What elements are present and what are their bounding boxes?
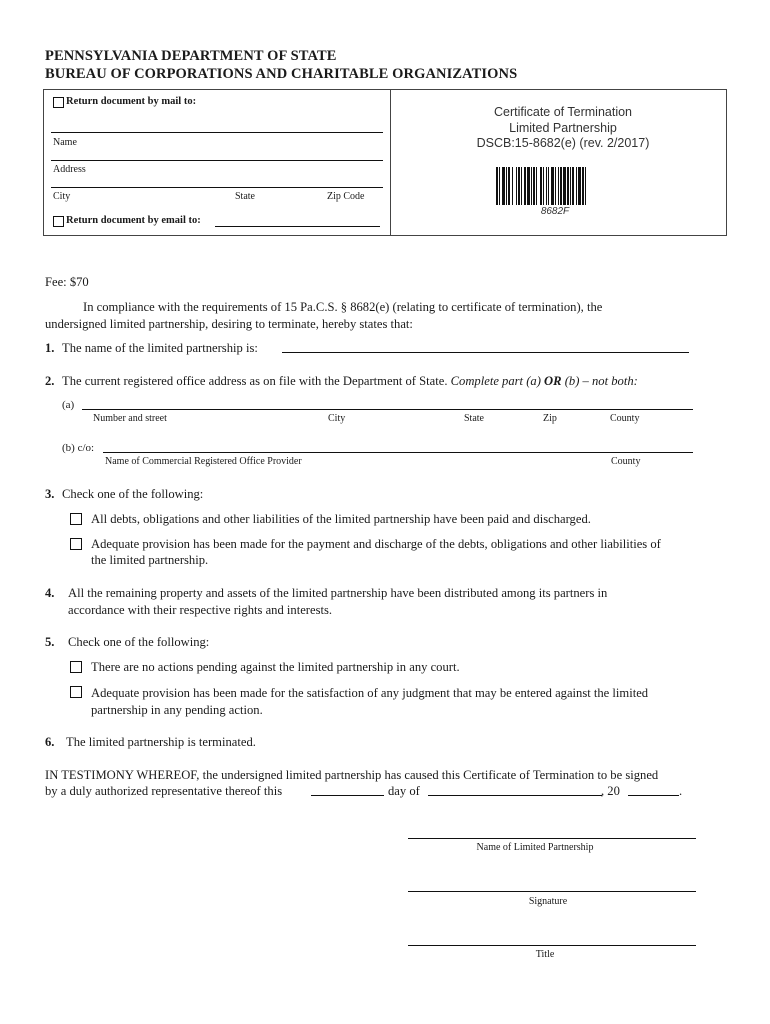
signature-line[interactable] [408, 891, 696, 892]
mail-label: Return document by mail to: [66, 96, 197, 107]
item2-number: 2. [45, 374, 55, 388]
item1-text: The name of the limited partnership is: [62, 341, 258, 355]
item5-option1: There are no actions pending against the limited partnership in any court. [91, 660, 460, 674]
state-a-label: State [464, 413, 484, 424]
intro-line-2: undersigned limited partnership, desiring to terminate, hereby states that: [45, 317, 413, 331]
item2-instruction-a: Complete part (a) [450, 374, 541, 388]
form-title: Certificate of Termination [493, 105, 633, 119]
item3-option2-line1: Adequate provision has been made for the payment and discharge of the debts, obligations and other liabilities of [91, 537, 661, 551]
item5-option2-checkbox[interactable] [70, 686, 82, 698]
address-line[interactable] [51, 160, 383, 161]
intro-line-1: In compliance with the requirements of 15 Pa.C.S. § 8682(e) (relating to certificate of termination), the [83, 300, 603, 314]
title-line[interactable] [408, 945, 696, 946]
item4-line2: accordance with their respective rights and interests. [68, 603, 333, 617]
item2-main-text: The current registered office address as on file with the Department of State. [62, 374, 448, 388]
item3-option1-checkbox[interactable] [70, 513, 82, 525]
header-line-1: PENNSYLVANIA DEPARTMENT OF STATE [45, 48, 337, 64]
name-line[interactable] [51, 132, 383, 133]
item3-option2-line2: the limited partnership. [91, 553, 209, 567]
partnership-name-signature-line[interactable] [408, 838, 696, 839]
item3-text: Check one of the following: [62, 487, 204, 501]
mail-checkbox[interactable] [53, 97, 64, 108]
item6-number: 6. [45, 735, 55, 749]
title-label: Title [535, 949, 555, 960]
item2-instruction-b: (b) – not both: [564, 374, 638, 388]
part-a-line[interactable] [82, 409, 693, 410]
part-b-line[interactable] [103, 452, 693, 453]
address-label: Address [53, 164, 86, 175]
email-line[interactable] [215, 226, 380, 227]
part-b-label: (b) c/o: [62, 442, 95, 454]
item2-instruction-or: OR [544, 374, 562, 388]
testimony-line2d: . [679, 784, 683, 798]
provider-label: Name of Commercial Registered Office Provider [105, 456, 302, 467]
item3-option1: All debts, obligations and other liabilities of the limited partnership have been paid and discharged. [91, 512, 591, 526]
zip-label: Zip Code [327, 191, 365, 202]
form-subtitle: Limited Partnership [509, 121, 617, 135]
testimony-line2a: by a duly authorized representative thereof this [45, 784, 283, 798]
email-label: Return document by email to: [66, 215, 201, 226]
partnership-name-line[interactable] [282, 352, 689, 353]
state-label: State [235, 191, 255, 202]
name-of-partnership-label: Name of Limited Partnership [476, 842, 594, 853]
zip-a-label: Zip [543, 413, 557, 424]
testimony-line1: IN TESTIMONY WHEREOF, the undersigned limited partnership has caused this Certificate of Termination to be signed [45, 768, 659, 782]
fee: Fee: $70 [45, 275, 89, 289]
city-state-zip-line[interactable] [51, 187, 383, 188]
item5-option1-checkbox[interactable] [70, 661, 82, 673]
item5-option2-line2: partnership in any pending action. [91, 703, 263, 717]
month-line[interactable] [428, 795, 602, 796]
testimony-line2b: day of [388, 784, 420, 798]
testimony-line2c: , 20 [601, 784, 620, 798]
item5-option2-line1: Adequate provision has been made for the satisfaction of any judgment that may be entered against the limited [91, 686, 649, 700]
item4-number: 4. [45, 586, 55, 600]
signature-label: Signature [528, 896, 568, 907]
item6-text: The limited partnership is terminated. [66, 735, 256, 749]
year-line[interactable] [628, 795, 679, 796]
item5-text: Check one of the following: [68, 635, 210, 649]
city-a-label: City [328, 413, 346, 424]
box-divider [390, 89, 391, 236]
county-b-label: County [611, 456, 641, 467]
barcode [496, 167, 614, 205]
email-checkbox[interactable] [53, 216, 64, 227]
part-a-label: (a) [62, 399, 75, 411]
item1-number: 1. [45, 341, 55, 355]
item4-line1: All the remaining property and assets of the limited partnership have been distributed among its partners in [68, 586, 608, 600]
item3-number: 3. [45, 487, 55, 501]
form-code: DSCB:15-8682(e) (rev. 2/2017) [476, 136, 650, 150]
item2-text [62, 373, 638, 389]
header-line-2: BUREAU OF CORPORATIONS AND CHARITABLE ORGANIZATIONS [45, 66, 518, 82]
day-line[interactable] [311, 795, 384, 796]
item5-number: 5. [45, 635, 55, 649]
name-label: Name [53, 137, 77, 148]
county-a-label: County [610, 413, 640, 424]
item3-option2-checkbox[interactable] [70, 538, 82, 550]
number-street-label: Number and street [93, 413, 167, 424]
city-label: City [53, 191, 71, 202]
barcode-text: 8682F [540, 206, 570, 217]
